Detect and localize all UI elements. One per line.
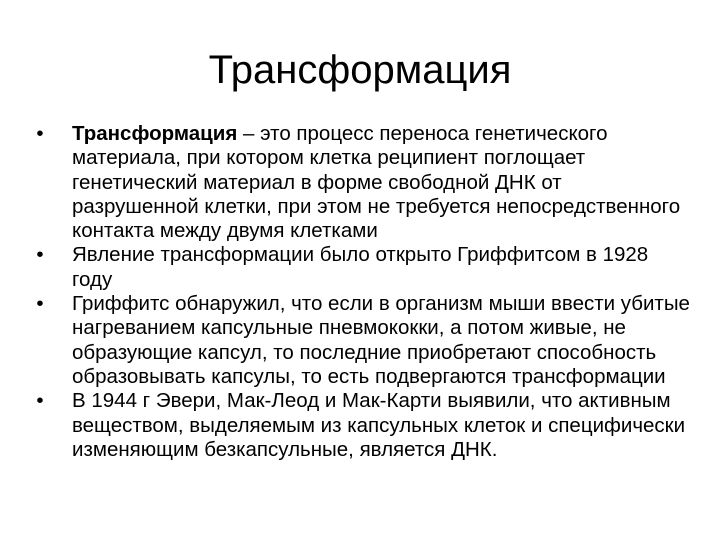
bullet-item — [30, 243, 690, 292]
bullet-text: В 1944 г Эвери, Мак-Леод и Мак-Карти выявили, что активным веществом, выделяемым из капсульных клеток и специфически изменяющим безкапсульные, является ДНК. — [72, 389, 686, 461]
bullet-list — [30, 122, 690, 462]
bullet-item — [30, 122, 690, 243]
bullet-text: Явление трансформации было открыто Гриффитсом в 1928 году — [72, 243, 649, 291]
bullet-text: Гриффитс обнаружил, что если в организм мыши ввести убитые нагреванием капсульные пневмококки, а потом живые, не образующие капсул, то последние приобретают способность образовывать капсулы, то есть подвергаются трансформации — [72, 292, 690, 388]
bullet-marker: • — [36, 292, 44, 316]
bullet-item — [30, 389, 690, 462]
bullet-text: – это процесс переноса генетического материала, при котором клетка реципиент поглощает генетический материал в форме свободной ДНК от разрушенной клетки, при этом не требуется непосредственного контакта между двумя клетками — [72, 122, 681, 243]
bullet-item — [30, 292, 690, 389]
bullet-marker: • — [36, 243, 44, 267]
slide-title: Трансформация — [208, 48, 512, 92]
bullet-term: Трансформация — [72, 122, 238, 145]
bullet-marker: • — [36, 122, 44, 145]
bullet-marker: • — [36, 389, 44, 413]
